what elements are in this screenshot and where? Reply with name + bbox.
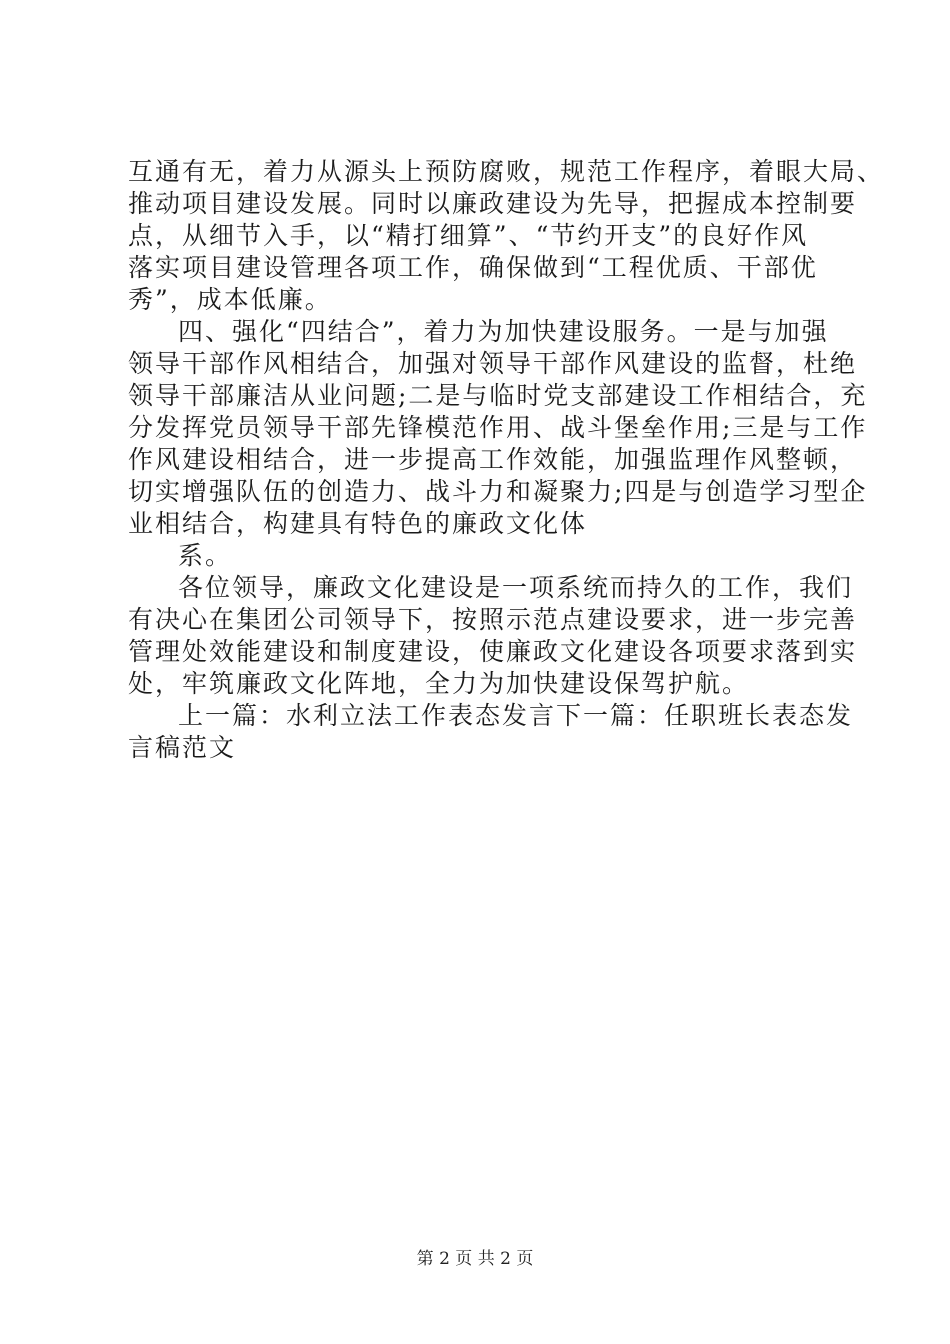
text-line: 互通有无，着力从源头上预防腐败，规范工作程序，着眼大局、 bbox=[128, 157, 885, 186]
text-line: 落实项目建设管理各项工作，确保做到“工程优质、干部优 bbox=[128, 253, 818, 282]
text-line: 推动项目建设发展。同时以廉政建设为先导，把握成本控制要 bbox=[128, 189, 858, 218]
text-line: 处，牢筑廉政文化阵地，全力为加快建设保驾护航。 bbox=[128, 669, 750, 698]
text-line: 有决心在集团公司领导下，按照示范点建设要求，进一步完善 bbox=[128, 605, 858, 634]
text-line: 领导干部作风相结合，加强对领导干部作风建设的监督，杜绝 bbox=[128, 349, 858, 378]
paragraph-start-line: 四、强化“四结合”，着力为加快建设服务。一是与加强 bbox=[178, 317, 829, 346]
text-line: 领导干部廉洁从业问题;二是与临时党支部建设工作相结合，充 bbox=[128, 381, 868, 410]
text-line: 业相结合，构建具有特色的廉政文化体 bbox=[128, 509, 588, 538]
text-line: 系。 bbox=[178, 541, 233, 570]
document-body bbox=[128, 156, 885, 764]
page-number-footer: 第 2 页 共 2 页 bbox=[416, 1249, 534, 1269]
text-line: 作风建设相结合，进一步提高工作效能，加强监理作风整顿， bbox=[128, 445, 858, 474]
text-line: 秀”，成本低廉。 bbox=[128, 285, 332, 314]
prev-next-link-line[interactable]: 言稿范文 bbox=[128, 733, 237, 762]
paragraph-start-line: 各位领导，廉政文化建设是一项系统而持久的工作，我们 bbox=[178, 573, 854, 602]
text-line: 点，从细节入手，以“精打细算”、“节约开支”的良好作风 bbox=[128, 221, 809, 250]
text-line: 切实增强队伍的创造力、战斗力和凝聚力;四是与创造学习型企 bbox=[128, 477, 868, 506]
text-line: 分发挥党员领导干部先锋模范作用、战斗堡垒作用;三是与工作 bbox=[128, 413, 868, 442]
text-line: 管理处效能建设和制度建设，使廉政文化建设各项要求落到实 bbox=[128, 637, 858, 666]
prev-next-link-line[interactable]: 上一篇：水利立法工作表态发言下一篇：任职班长表态发 bbox=[178, 701, 854, 730]
